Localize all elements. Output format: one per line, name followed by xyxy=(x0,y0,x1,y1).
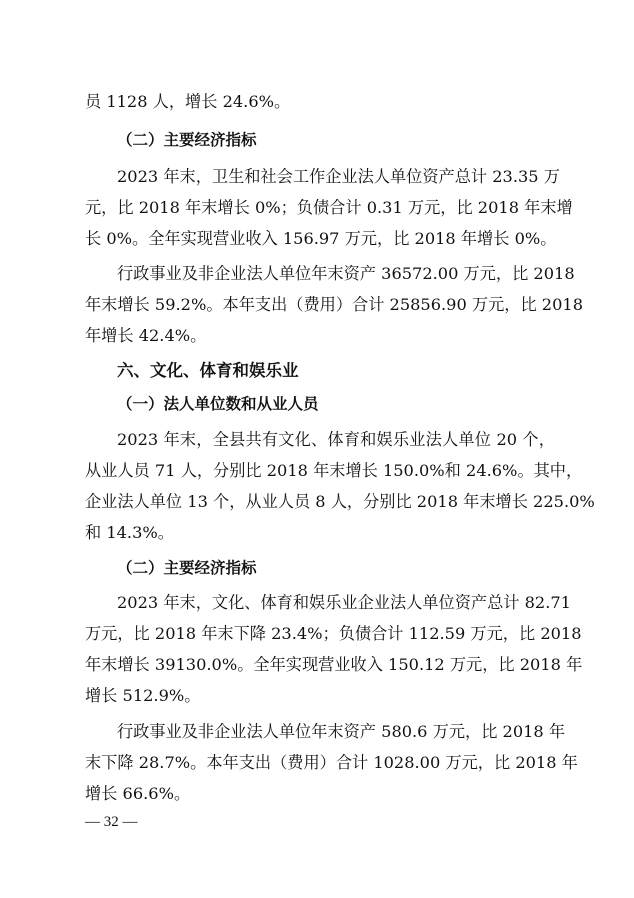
paragraph-line: 增长 66.6%。 xyxy=(85,784,191,803)
paragraph-line: 增长 512.9%。 xyxy=(85,686,201,705)
section-subheading: （二）主要经济指标 xyxy=(117,559,257,577)
paragraph-line: 年增长 42.4%。 xyxy=(85,326,207,345)
section-subheading: （一）法人单位数和从业人员 xyxy=(117,395,319,413)
paragraph-line: 长 0%。全年实现营业收入 156.97 万元，比 2018 年增长 0%。 xyxy=(85,229,557,248)
paragraph-line: 末下降 28.7%。本年支出（费用）合计 1028.00 万元，比 2018 年 xyxy=(85,753,578,772)
paragraph-line: 从业人员 71 人，分别比 2018 年末增长 150.0%和 24.6%。其中， xyxy=(85,461,583,480)
paragraph-line: 2023 年末，卫生和社会工作企业法人单位资产总计 23.35 万 xyxy=(117,167,560,186)
paragraph-line: 万元，比 2018 年末下降 23.4%；负债合计 112.59 万元，比 2018 xyxy=(85,624,582,643)
paragraph-line: 元，比 2018 年末增长 0%；负债合计 0.31 万元，比 2018 年末增 xyxy=(85,198,573,217)
section-heading: 六、文化、体育和娱乐业 xyxy=(117,361,299,380)
paragraph-line: 2023 年末，全县共有文化、体育和娱乐业法人单位 20 个， xyxy=(117,430,555,449)
paragraph-line: 2023 年末，文化、体育和娱乐业企业法人单位资产总计 82.71 xyxy=(117,593,571,612)
section-subheading: （二）主要经济指标 xyxy=(117,131,257,149)
page-number: — 32 — xyxy=(85,814,138,830)
paragraph-line: 员 1128 人，增长 24.6%。 xyxy=(85,92,291,111)
paragraph-line: 年末增长 59.2%。本年支出（费用）合计 25856.90 万元，比 2018 xyxy=(85,295,584,314)
paragraph-line: 行政事业及非企业法人单位年末资产 580.6 万元，比 2018 年 xyxy=(117,722,566,741)
paragraph-line: 行政事业及非企业法人单位年末资产 36572.00 万元，比 2018 xyxy=(117,264,575,283)
paragraph-line: 和 14.3%。 xyxy=(85,523,174,542)
paragraph-line: 年末增长 39130.0%。全年实现营业收入 150.12 万元，比 2018 年 xyxy=(85,655,583,674)
paragraph-line: 企业法人单位 13 个，从业人员 8 人，分别比 2018 年末增长 225.0% xyxy=(85,492,595,511)
